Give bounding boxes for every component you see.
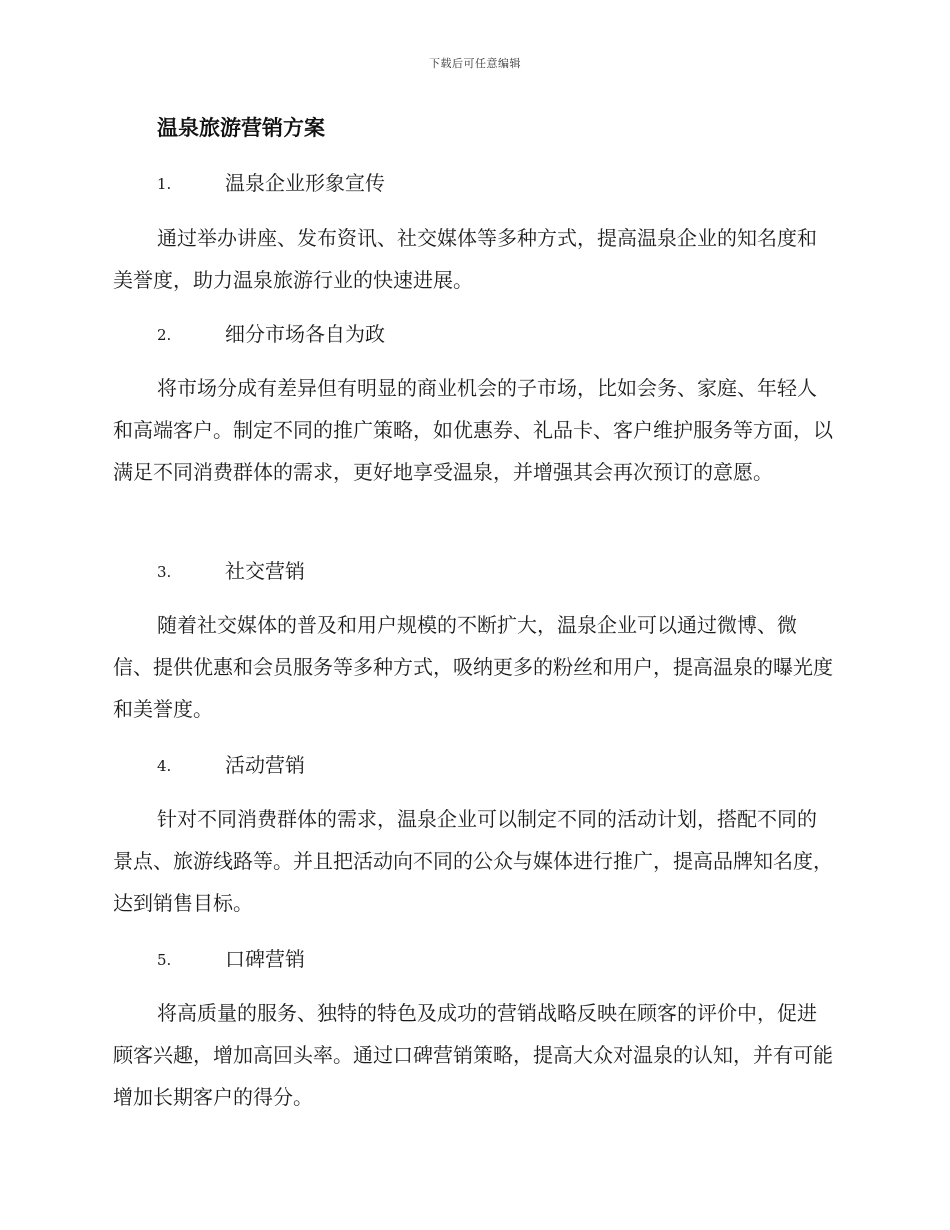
section-heading-2 [0, 319, 950, 349]
section-title: 社交营销 [225, 559, 305, 583]
section-number: 5. [157, 951, 172, 969]
section-heading-4 [0, 750, 950, 780]
page-header: 下载后可任意编辑 [429, 57, 521, 70]
section-paragraph-1: 通过举办讲座、发布资讯、社交媒体等多种方式，提高温泉企业的知名度和美誉度，助力温泉旅游行业的快速进展。 [113, 226, 817, 292]
section-title: 温泉企业形象宣传 [225, 171, 385, 195]
document-title: 温泉旅游营销方案 [157, 115, 325, 140]
section-paragraph-4: 针对不同消费群体的需求，温泉企业可以制定不同的活动计划，搭配不同的景点、旅游线路等。并且把活动向不同的公众与媒体进行推广，提高品牌知名度，达到销售目标。 [113, 807, 833, 915]
section-heading-1 [0, 168, 950, 198]
section-number: 4. [157, 757, 172, 775]
section-title: 口碑营销 [225, 947, 305, 971]
section-paragraph-3: 随着社交媒体的普及和用户规模的不断扩大，温泉企业可以通过微博、微信、提供优惠和会员服务等多种方式，吸纳更多的粉丝和用户，提高温泉的曝光度和美誉度。 [113, 613, 833, 721]
section-title: 活动营销 [225, 753, 305, 777]
section-heading-5 [0, 944, 950, 974]
section-number: 3. [157, 563, 172, 581]
section-paragraph-5: 将高质量的服务、独特的特色及成功的营销战略反映在顾客的评价中，促进顾客兴趣，增加高回头率。通过口碑营销策略，提高大众对温泉的认知，并有可能增加长期客户的得分。 [113, 1001, 833, 1109]
section-number: 1. [157, 175, 172, 193]
section-number: 2. [157, 326, 172, 344]
section-paragraph-2: 将市场分成有差异但有明显的商业机会的子市场，比如会务、家庭、年轻人和高端客户。制定不同的推广策略，如优惠券、礼品卡、客户维护服务等方面，以满足不同消费群体的需求，更好地享受温泉，并增强其会再次预订的意愿。 [113, 376, 833, 484]
section-title: 细分市场各自为政 [225, 322, 385, 346]
section-heading-3 [0, 556, 950, 586]
